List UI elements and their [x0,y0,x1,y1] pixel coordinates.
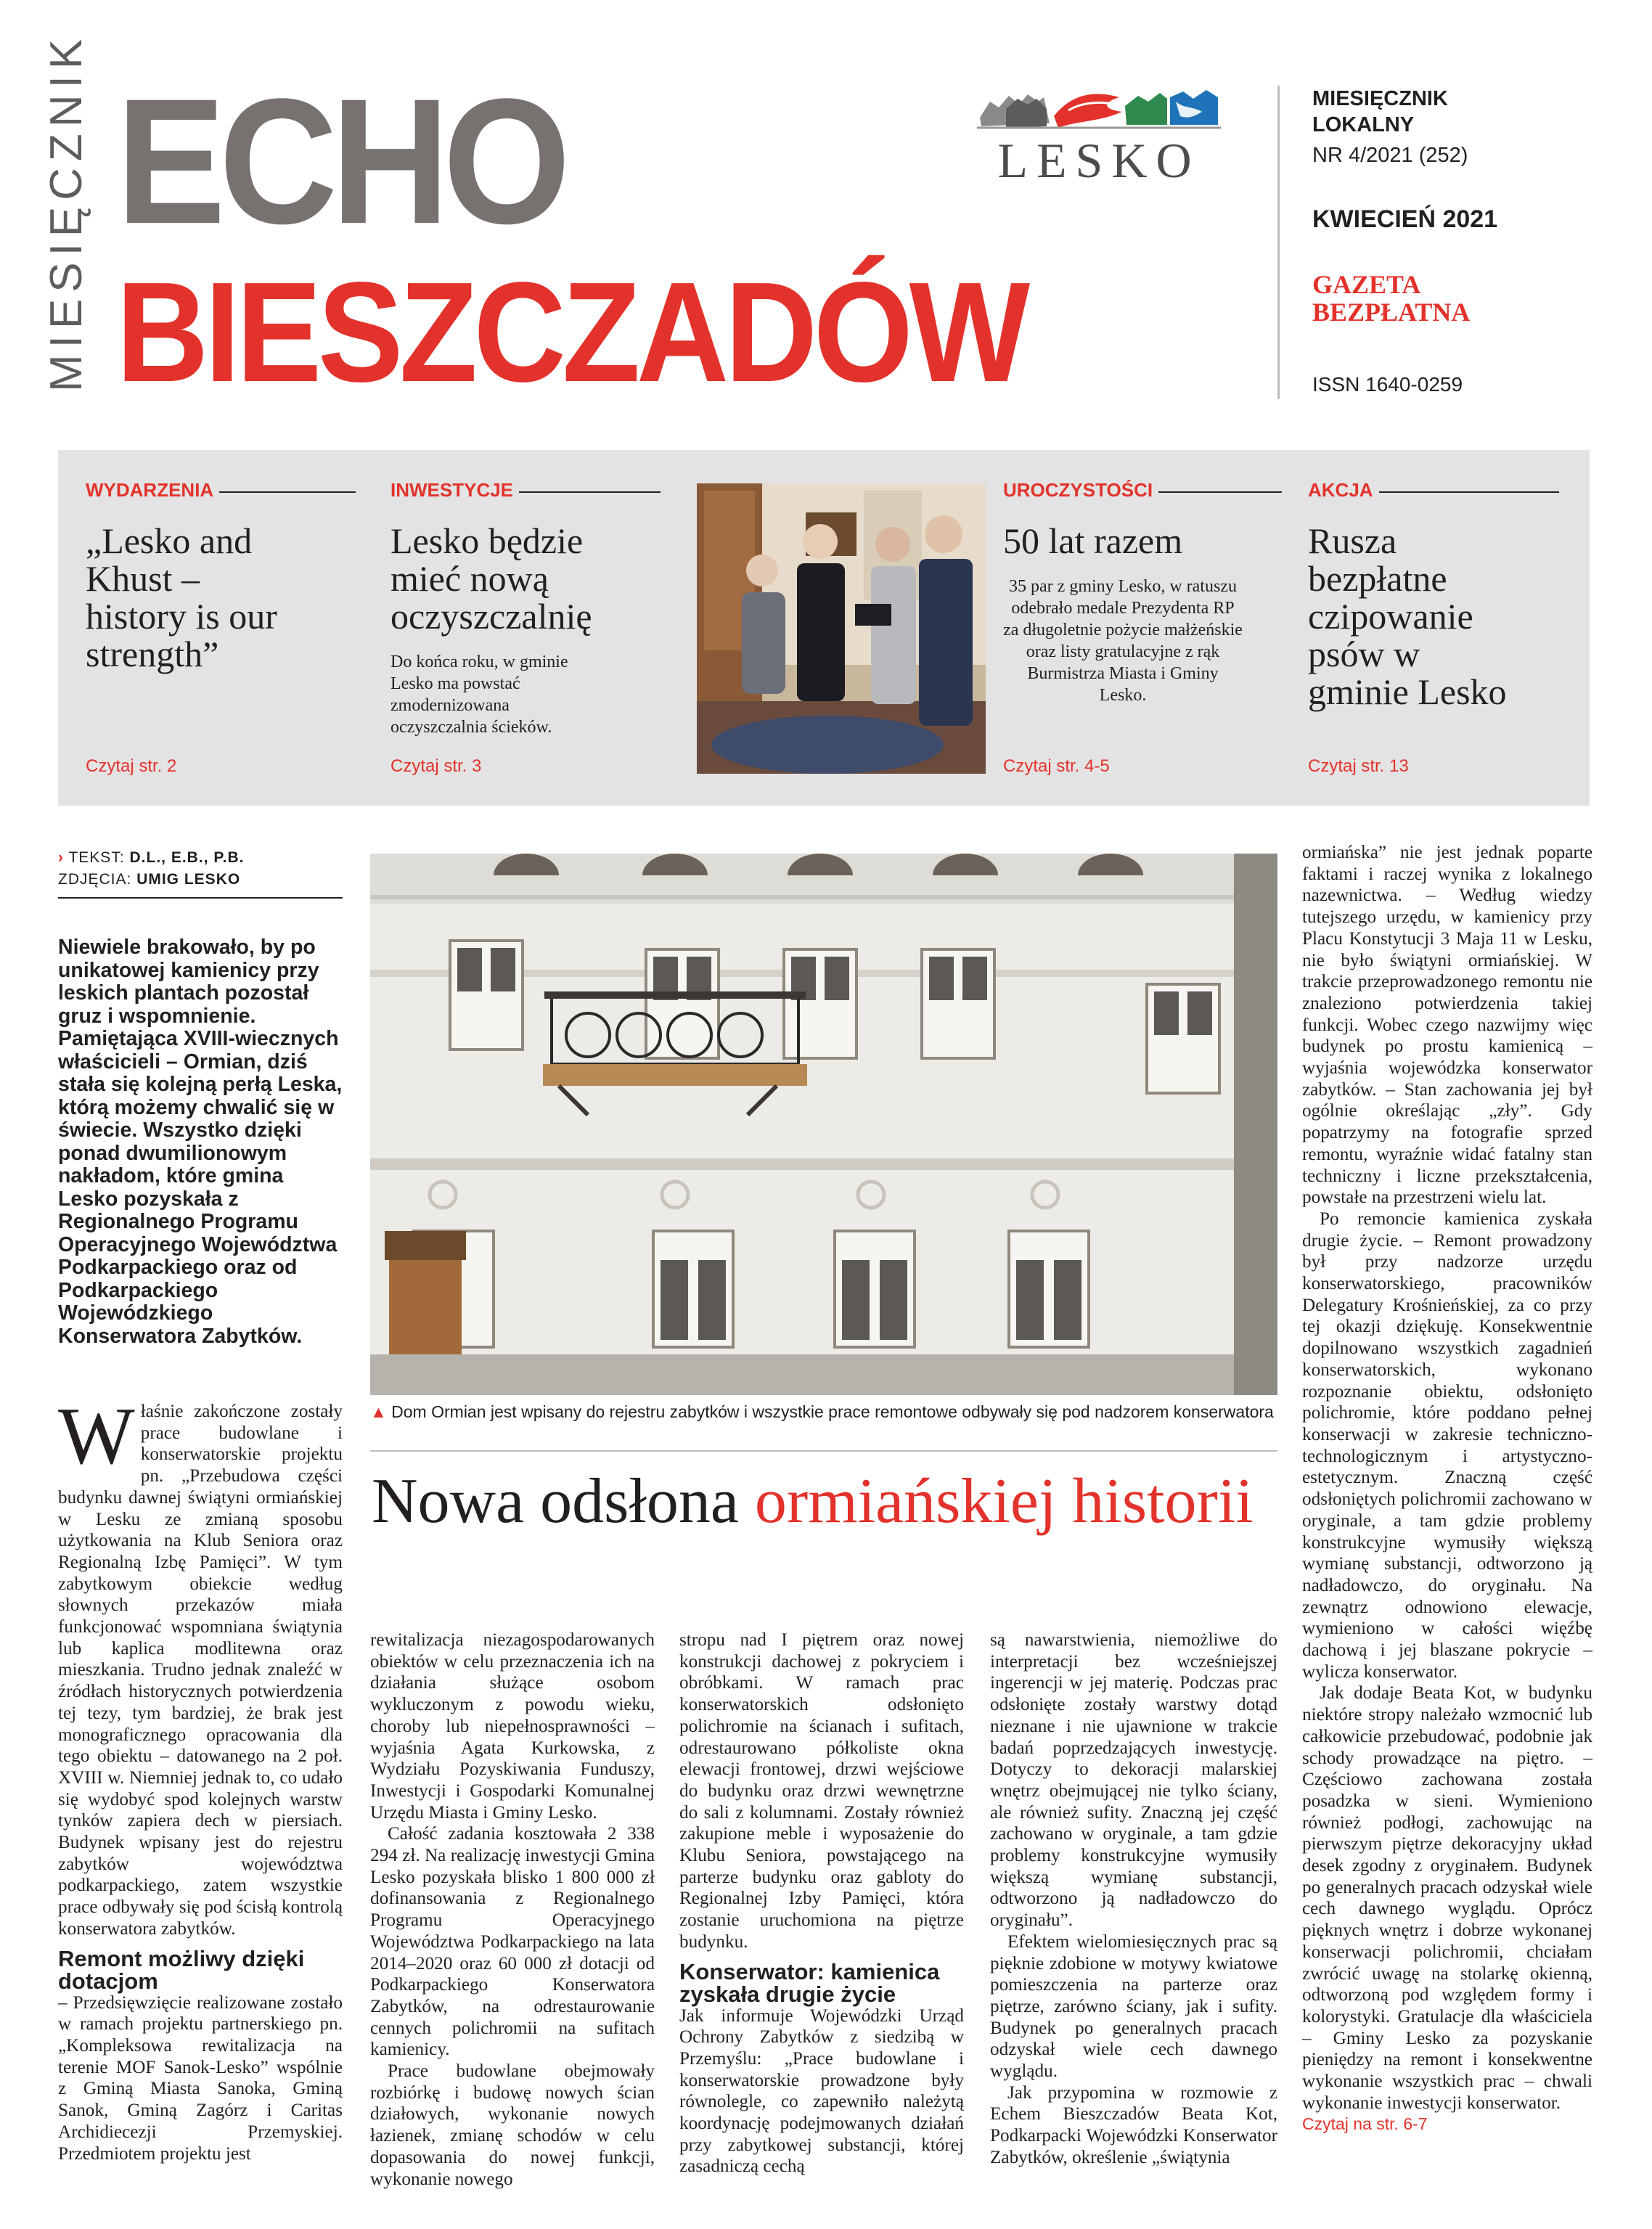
subheading: Remont możliwy dzięki dotacjom [58,1945,305,1994]
teaser-read-more[interactable]: Czytaj str. 4-5 [1003,756,1110,776]
paragraph: Całość zadania kosztowała 2 338 294 zł. Na realizację inwestycji Gmina Lesko pozyskała blisko 1 800 000 zł dofinansowania z Regionalnego Programu Operacyjnego Województwa Podkarpackiego na lata 2014–2020 oraz 60 000 zł dotacji od Podkarpackiego Konserwatora Zabytków, na odrestaurowanie cennych polichromii na sufitach kamienicy. [370,1824,655,2060]
issn: ISSN 1640-0259 [1312,373,1463,396]
teaser-category: WYDARZENIA [86,479,214,501]
teaser-headline: „Lesko and Khust – history is our strength” [86,520,277,674]
paragraph: Po remoncie kamienica zyskała drugie życie. – Remont prowadzony był przy nadzorze urzędu konserwatorskiego, pracowników Delegatury Krośnieńskiej, za co przy tej okazji dziękuję. Konsekwentnie dopilnowano wszystkich zagadnień konserwatorskich, wykonano rozpoznanie obiektu, odsłonięto polichromie, które poddano pełnej konserwacji w zakresie techniczno-technologicznym i artystyczno-estetycznym. Znaczną część odsłoniętych polichromii zachowano w oryginale, a tam gdzie problemy konstrukcyjne wymusiły większą wymianę substancji, odtworzono ją nadładowczo, do oryginału. Na zewnątrz odnowiono elewacje, wymieniono w całości więźbę dachową i jej blaszane pokrycie – wylicza konserwator. [1302,1208,1592,1682]
teaser-events[interactable] [86,479,356,673]
paragraph: rewitalizacja niezagospodarowanych obiektów w celu przeznaczenia ich na działania służące osobom wykluczonym z powodu wieku, choroby lub niepełnosprawności – wyjaśnia Agata Kurkowska, z Wydziału Pozyskiwania Funduszy, Inwestycji i Gospodarki Komunalnej Urzędu Miasta i Gminy Lesko. [370,1630,655,1823]
teaser-investments[interactable] [390,479,661,738]
teaser-body: 35 par z gminy Lesko, w ratuszu odebrało medale Prezydenta RP za długoletnie pożycie małżeńskie oraz listy gratulacyjne z rąk Burmistrza Miasta i Gminy Lesko. [1003,577,1243,705]
masthead-divider [1277,86,1280,399]
caption-rule [370,1450,1277,1452]
teaser-headline: Lesko będzie mieć nową oczyszczalnię [390,520,592,637]
article-column-5 [1302,842,1592,2135]
free-label-line2: BEZPŁATNA [1312,298,1471,327]
main-photo-building [370,854,1277,1395]
teaser-headline: Rusza bezpłatne czipowanie psów w gminie Lesko [1308,520,1507,712]
teaser-category: AKCJA [1308,479,1373,501]
paragraph: stropu nad I piętrem oraz nowej konstrukcji dachowej z pokryciem i obróbkami. W ramach prac konserwatorskich odsłonięto polichromie na ścianach i sufitach, odrestaurowano półkoliste okna elewacji frontowej, drzwi wejściowe do budynku oraz drzwi wewnętrzne do sali z kolumnami. Zostały również zakupione meble i wyposażenie do Klubu Seniora, powstającego na parterze budynku oraz gabloty do Regionalnej Izby Pamięci, która zostanie uruchomiona na piętrze budynku. [679,1630,964,1952]
masthead-vertical-label: MIESIĘCZNIK [41,32,91,392]
teaser-body: Do końca roku, w gminie Lesko ma powstać zmodernizowana oczyszczalnia ścieków. [390,653,568,737]
paragraph: Jak informuje Wojewódzki Urząd Ochrony Zabytków z siedzibą w Przemyślu: „Prace budowlane i konserwatorskie prowadzone były równolegle, co zapewniło należytą koordynację podejmowanych działań przy zabytkowej substancji, której zasadniczą cechą [679,2005,964,2177]
info-local: LOKALNY [1312,113,1415,136]
info-monthly: MIESIĘCZNIK [1312,87,1448,110]
teaser-ceremonies[interactable] [1003,479,1282,706]
teaser-read-more[interactable]: Czytaj str. 13 [1308,756,1409,776]
masthead-title-bieszczadow: BIESZCZADÓW [116,253,1026,412]
credit-photos: ZDJĘCIA: UMIG LESKO [58,871,241,888]
teaser-category: UROCZYSTOŚCI [1003,479,1153,501]
teaser-category: INWESTYCJE [390,479,514,501]
paragraph: – Przedsięwzięcie realizowane zostało w ramach projektu partnerskiego pn. „Kompleksowa rewitalizacja na terenie MOF Sanok-Lesko” wspólnie z Gminą Miasta Sanoka, Gminą Sanok, Gminą Zagórz i Caritas Archidiecezji Przemyskiej. Przedmiotem projektu jest [58,1992,343,2164]
article-column-1 [58,1391,343,2164]
paragraph: są nawarstwienia, niemożliwe do interpretacji bez wcześniejszej ingerencji w jej materię. Podczas prac odsłonięte zostały warstwy dotąd nieznane i nie ujawnione w trakcie badań poprzedzających inwestycję. Dotyczy to dekoracji malarskiej wnętrz obejmującej nie tylko ściany, ale również sufity. Znaczną jej część zachowano w oryginale, a tam gdzie problemy konstrukcyjne wymusiły większą wymianę substancji, odtworzono ją nadładowczo do oryginału”. [990,1630,1277,1931]
free-label-line1: GAZETA [1312,270,1421,299]
article-column-4 [990,1629,1277,2169]
article-column-2 [370,1629,655,2190]
paragraph: Jak przypomina w rozmowie z Echem Bieszczadów Beata Kot, Podkarpacki Wojewódzki Konserwator Zabytków, określenie „świątynia [990,2082,1277,2167]
paragraph: Efektem wielomiesięcznych prac są pięknie zdobione w motywy kwiatowe pomieszczenia na parterze oraz piętrze, zarówno ściany, jak i sufity. Budynek po generalnych pracach odzyskał wiele cech dawnego wyglądu. [990,1931,1277,2082]
photo-caption: ▲ Dom Ormian jest wpisany do rejestru zabytków i wszystkie prace remontowe odbywały się pod nadzorem konserwatora [370,1402,1274,1421]
teaser-action[interactable] [1308,479,1559,711]
lesko-logo-text: LESKO [997,133,1201,188]
teaser-read-more[interactable]: Czytaj str. 3 [390,756,482,776]
paragraph: Prace budowlane obejmowały rozbiórkę i budowę nowych ścian działowych, wykonanie nowych łazienek, zmianę schodów w celu dopasowania do nowej funkcji, wykonanie nowego [370,2061,655,2189]
paragraph: łaśnie zakończone zostały prace budowlane i konserwatorskie projektu pn. „Przebudowa części budynku dawnej świątyni ormiańskiej w Lesku ze zmianą sposobu użytkowania na Klub Seniora oraz Regionalną Izbę Pamięci”. W tym zabytkowym obiekcie według słownych przekazów miała funkcjonować wspomniana świątynia lub kaplica modlitewna oraz mieszkania. Trudno jednak znaleźć w źródłach historycznych potwierdzenia tej tezy, tym bardziej, że brak jest monograficznego opracowania dla tego obiektu – datowanego na 2 poł. XVIII w. Niemniej jednak to, co udało się wydobyć spod kolejnych warstw tynków zapiera dech w piersiach. Budynek wpisany jest do rejestru zabytków województwa podkarpackiego, zatem wszystkie prace odbywały się pod ścisłą kontrolą konserwatora zabytków. [58,1402,343,1939]
read-more-link[interactable]: Czytaj na str. 6-7 [1302,2114,1428,2134]
paragraph: Jak dodaje Beata Kot, w budynku niektóre stropy należało wzmocnić lub całkowicie przebudować, podobnie jak schody prowadzące na piętro. – Częściowo zachowana została posadzka w sieni. Wymieniono również podłogi, zachowując na pierwszym piętrze dekoracyjny układ desek zgodny z oryginałem. Budynek po generalnych pracach odzyskał wiele cech dawnego wyglądu. Oprócz pięknych wnętrz i dobrze wykonanej konserwacji polichromii, chciałam zwrócić uwagę na stolarkę okienną, odtworzoną pod względem formy i kolorystyki. Gratulacje dla właściciela – Gminy Lesko za pozyskanie pieniędzy na remont i konsekwentne wykonanie wszystkich prac – chwali wykonanie inwestycji konserwator. [1302,1683,1592,2113]
paragraph: ormiańska” nie jest jednak poparte faktami i raczej wynika z lokalnego nazewnictwa. – Według wiedzy tutejszego urzędu, w kamienicy przy Placu Konstytucji 3 Maja 11 w Lesku, nie było świątyni ormiańskiej. W trakcie przeprowadzonego remontu nie znaleziono potwierdzenia takiej funkcji. Wobec czego nazwijmy więc budynek po prostu kamienicą – wyjaśnia wojewódzka konserwator zabytków. – Stan zachowania jej był ogólnie określając „zły”. Gdy popatrzymy na fotografie sprzed remontu, wyraźnie widać fatalny stan techniczny i liczne przekształcenia, powstałe na przestrzeni wielu lat. [1302,843,1592,1208]
article-column-3 [679,1629,964,2177]
issue-number: NR 4/2021 (252) [1312,144,1468,167]
teaser-headline: 50 lat razem [1003,520,1183,561]
subheading: Konserwator: kamienica zyskała drugie życie [679,1958,940,2007]
masthead-title-echo: ECHO [116,62,565,261]
credit-text: › TEKST: D.L., E.B., P.B. [58,849,245,866]
issue-date: KWIECIEŃ 2021 [1312,205,1498,233]
teaser-photo-ceremony [697,483,986,774]
article-title: Nowa odsłona ormiańskiej historii [372,1466,1254,1537]
credit-rule [58,897,343,899]
drop-cap: W [58,1391,135,1481]
teaser-read-more[interactable]: Czytaj str. 2 [86,756,177,776]
article-lead: Niewiele brakowało, by po unikatowej kamienicy przy leskich plantach pozostał gruz i wspomnienie. Pamiętająca XVIII-wiecznych właścicieli – Ormian, dziś stała się kolejną perłą Leska, którą możemy chwalić się w świecie. Wszystko dzięki ponad dwumilionowym nakładom, które gmina Lesko pozyskała z Regionalnego Programu Operacyjnego Województwa Podkarpackiego oraz od Podkarpackiego Wojewódzkiego Konserwatora Zabytków. [58,936,343,1348]
